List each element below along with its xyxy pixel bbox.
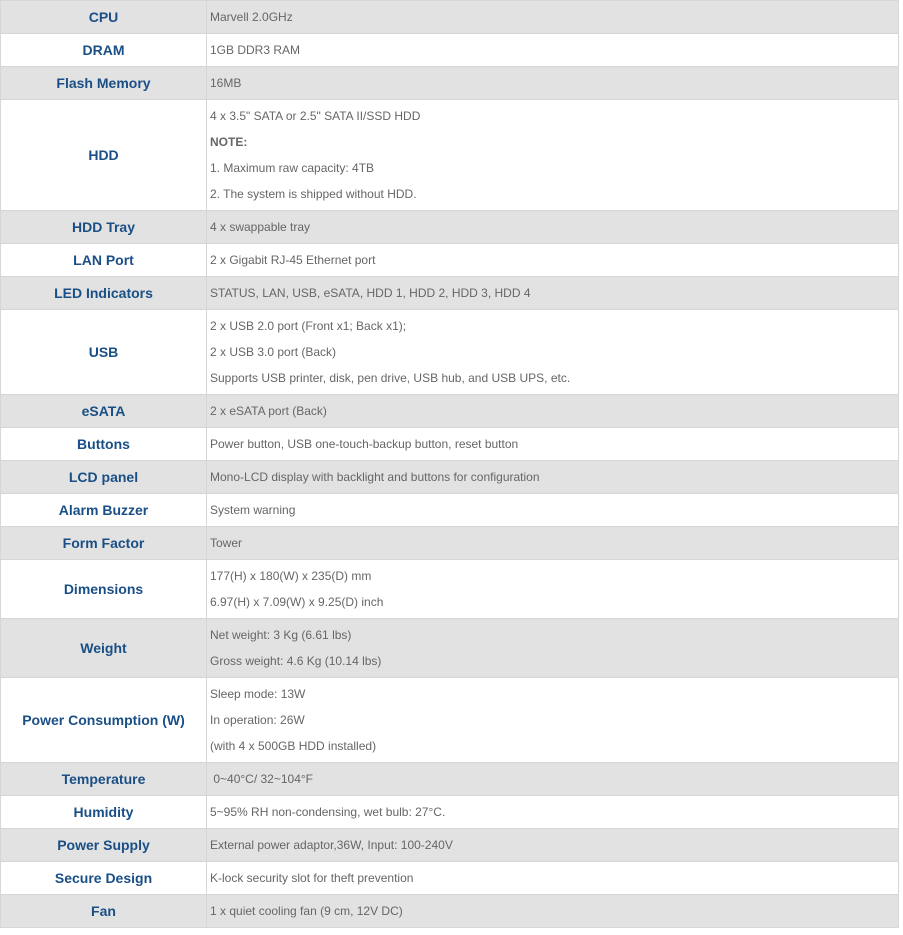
spec-row-alarm-buzzer: [1, 494, 899, 527]
spec-value-line: 5~95% RH non-condensing, wet bulb: 27°C.: [210, 805, 446, 819]
spec-row-buttons: [1, 428, 899, 461]
spec-label: Fan: [1, 895, 207, 928]
spec-row-dram: [1, 34, 899, 67]
spec-value-line: (with 4 x 500GB HDD installed): [210, 739, 377, 753]
spec-value-line: 16MB: [210, 76, 242, 90]
spec-value-line: 2 x USB 2.0 port (Front x1; Back x1);: [210, 319, 407, 333]
spec-value-line: Sleep mode: 13W: [210, 687, 306, 701]
spec-value: [207, 100, 899, 211]
spec-row-usb: [1, 310, 899, 395]
spec-value: [207, 895, 899, 928]
spec-label: Power Consumption (W): [1, 678, 207, 763]
spec-value-line: 0~40°C/ 32~104°F: [210, 772, 314, 786]
spec-label: Buttons: [1, 428, 207, 461]
spec-row-led-indicators: [1, 277, 899, 310]
spec-label: Flash Memory: [1, 67, 207, 100]
spec-value-line: 4 x swappable tray: [210, 220, 311, 234]
spec-row-flash-memory: [1, 67, 899, 100]
spec-value: [207, 67, 899, 100]
spec-value-line: 2. The system is shipped without HDD.: [210, 187, 417, 201]
spec-value-line: External power adaptor,36W, Input: 100-240V: [210, 838, 453, 852]
spec-row-esata: [1, 395, 899, 428]
spec-value-line: 1. Maximum raw capacity: 4TB: [210, 161, 375, 175]
spec-value: [207, 763, 899, 796]
spec-label: DRAM: [1, 34, 207, 67]
spec-value: [207, 796, 899, 829]
spec-value-line: Net weight: 3 Kg (6.61 lbs): [210, 628, 352, 642]
spec-label: Power Supply: [1, 829, 207, 862]
spec-value: [207, 1, 899, 34]
spec-value: [207, 461, 899, 494]
spec-value: [207, 494, 899, 527]
spec-value-line: 177(H) x 180(W) x 235(D) mm: [210, 569, 372, 583]
spec-label: LED Indicators: [1, 277, 207, 310]
spec-value-line: 1 x quiet cooling fan (9 cm, 12V DC): [210, 904, 403, 918]
spec-label: HDD Tray: [1, 211, 207, 244]
spec-value-line: Marvell 2.0GHz: [210, 10, 293, 24]
spec-row-hdd: [1, 100, 899, 211]
spec-value-line: 4 x 3.5" SATA or 2.5" SATA II/SSD HDD: [210, 109, 421, 123]
spec-label: eSATA: [1, 395, 207, 428]
spec-value: [207, 395, 899, 428]
spec-label: Weight: [1, 619, 207, 678]
spec-row-hdd-tray: [1, 211, 899, 244]
spec-row-power-supply: [1, 829, 899, 862]
spec-row-temperature: [1, 763, 899, 796]
spec-value: [207, 277, 899, 310]
spec-row-secure-design: [1, 862, 899, 895]
spec-label: Form Factor: [1, 527, 207, 560]
spec-label: Secure Design: [1, 862, 207, 895]
spec-row-cpu: [1, 1, 899, 34]
spec-value: [207, 560, 899, 619]
spec-value-line: Supports USB printer, disk, pen drive, USB hub, and USB UPS, etc.: [210, 371, 571, 385]
spec-value-line: System warning: [210, 503, 296, 517]
spec-value-line: Tower: [210, 536, 243, 550]
spec-value: [207, 34, 899, 67]
spec-value: [207, 310, 899, 395]
spec-label: Humidity: [1, 796, 207, 829]
spec-label: USB: [1, 310, 207, 395]
spec-value: [207, 678, 899, 763]
spec-value: [207, 428, 899, 461]
spec-note-heading: NOTE:: [210, 135, 248, 149]
spec-value-line: STATUS, LAN, USB, eSATA, HDD 1, HDD 2, HDD 3, HDD 4: [210, 286, 531, 300]
spec-row-form-factor: [1, 527, 899, 560]
specifications-body: [1, 1, 899, 928]
spec-row-dimensions: [1, 560, 899, 619]
spec-value-line: 1GB DDR3 RAM: [210, 43, 301, 57]
spec-label: LAN Port: [1, 244, 207, 277]
spec-value-line: 2 x eSATA port (Back): [210, 404, 327, 418]
spec-value-line: 2 x Gigabit RJ-45 Ethernet port: [210, 253, 376, 267]
spec-value: [207, 829, 899, 862]
spec-row-power-consumption: [1, 678, 899, 763]
spec-label: HDD: [1, 100, 207, 211]
spec-row-lan-port: [1, 244, 899, 277]
spec-value-line: 6.97(H) x 7.09(W) x 9.25(D) inch: [210, 595, 384, 609]
spec-value-line: K-lock security slot for theft prevention: [210, 871, 414, 885]
spec-label: Dimensions: [1, 560, 207, 619]
spec-label: Alarm Buzzer: [1, 494, 207, 527]
spec-row-humidity: [1, 796, 899, 829]
spec-value: [207, 862, 899, 895]
spec-value: [207, 619, 899, 678]
spec-value-line: Mono-LCD display with backlight and buttons for configuration: [210, 470, 540, 484]
spec-label: Temperature: [1, 763, 207, 796]
spec-value-line: In operation: 26W: [210, 713, 305, 727]
spec-value-line: Power button, USB one-touch-backup button, reset button: [210, 437, 519, 451]
spec-label: CPU: [1, 1, 207, 34]
spec-row-lcd-panel: [1, 461, 899, 494]
spec-row-weight: [1, 619, 899, 678]
spec-row-fan: [1, 895, 899, 928]
spec-value-line: Gross weight: 4.6 Kg (10.14 lbs): [210, 654, 382, 668]
spec-label: LCD panel: [1, 461, 207, 494]
spec-value: [207, 527, 899, 560]
spec-value: [207, 211, 899, 244]
spec-value: [207, 244, 899, 277]
spec-value-line: 2 x USB 3.0 port (Back): [210, 345, 337, 359]
